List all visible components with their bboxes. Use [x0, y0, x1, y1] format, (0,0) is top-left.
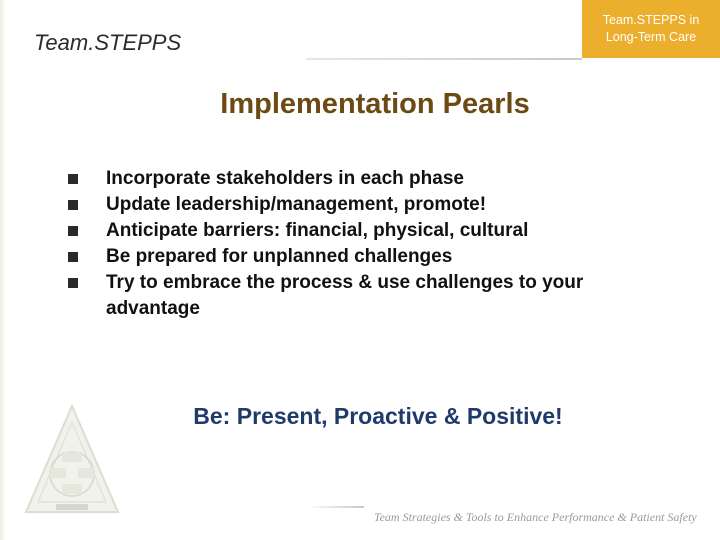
bullet-item	[66, 218, 676, 244]
footer-tagline: Team Strategies & Tools to Enhance Performance & Patient Safety	[374, 510, 697, 524]
bullet-list	[66, 166, 676, 322]
program-badge-line-1: Team.STEPPS in	[602, 13, 700, 27]
brand-title: Team.STEPPS	[34, 30, 182, 55]
program-badge-line-2: Long-Term Care	[605, 30, 697, 44]
page-title: Implementation Pearls	[220, 88, 530, 120]
bullet-item	[66, 192, 676, 218]
square-bullet-icon	[68, 200, 78, 210]
tagline: Be: Present, Proactive & Positive!	[193, 403, 563, 429]
program-badge	[582, 0, 720, 58]
footer-divider	[306, 506, 364, 508]
bullet-item	[66, 244, 676, 270]
bullet-text: Anticipate barriers: financial, physical, cultural	[106, 220, 529, 241]
bullet-text: Try to embrace the process & use challenges to your advantage	[106, 272, 584, 319]
bullet-item	[66, 166, 676, 192]
teamstepps-logo-watermark-icon	[22, 402, 122, 520]
left-edge-band	[0, 0, 6, 540]
square-bullet-icon	[68, 252, 78, 262]
header-divider	[306, 58, 582, 60]
bullet-text: Incorporate stakeholders in each phase	[106, 168, 464, 189]
square-bullet-icon	[68, 174, 78, 184]
bullet-text: Be prepared for unplanned challenges	[106, 246, 453, 267]
square-bullet-icon	[68, 278, 78, 288]
square-bullet-icon	[68, 226, 78, 236]
bullet-item	[66, 270, 676, 322]
bullet-text: Update leadership/management, promote!	[106, 194, 487, 215]
